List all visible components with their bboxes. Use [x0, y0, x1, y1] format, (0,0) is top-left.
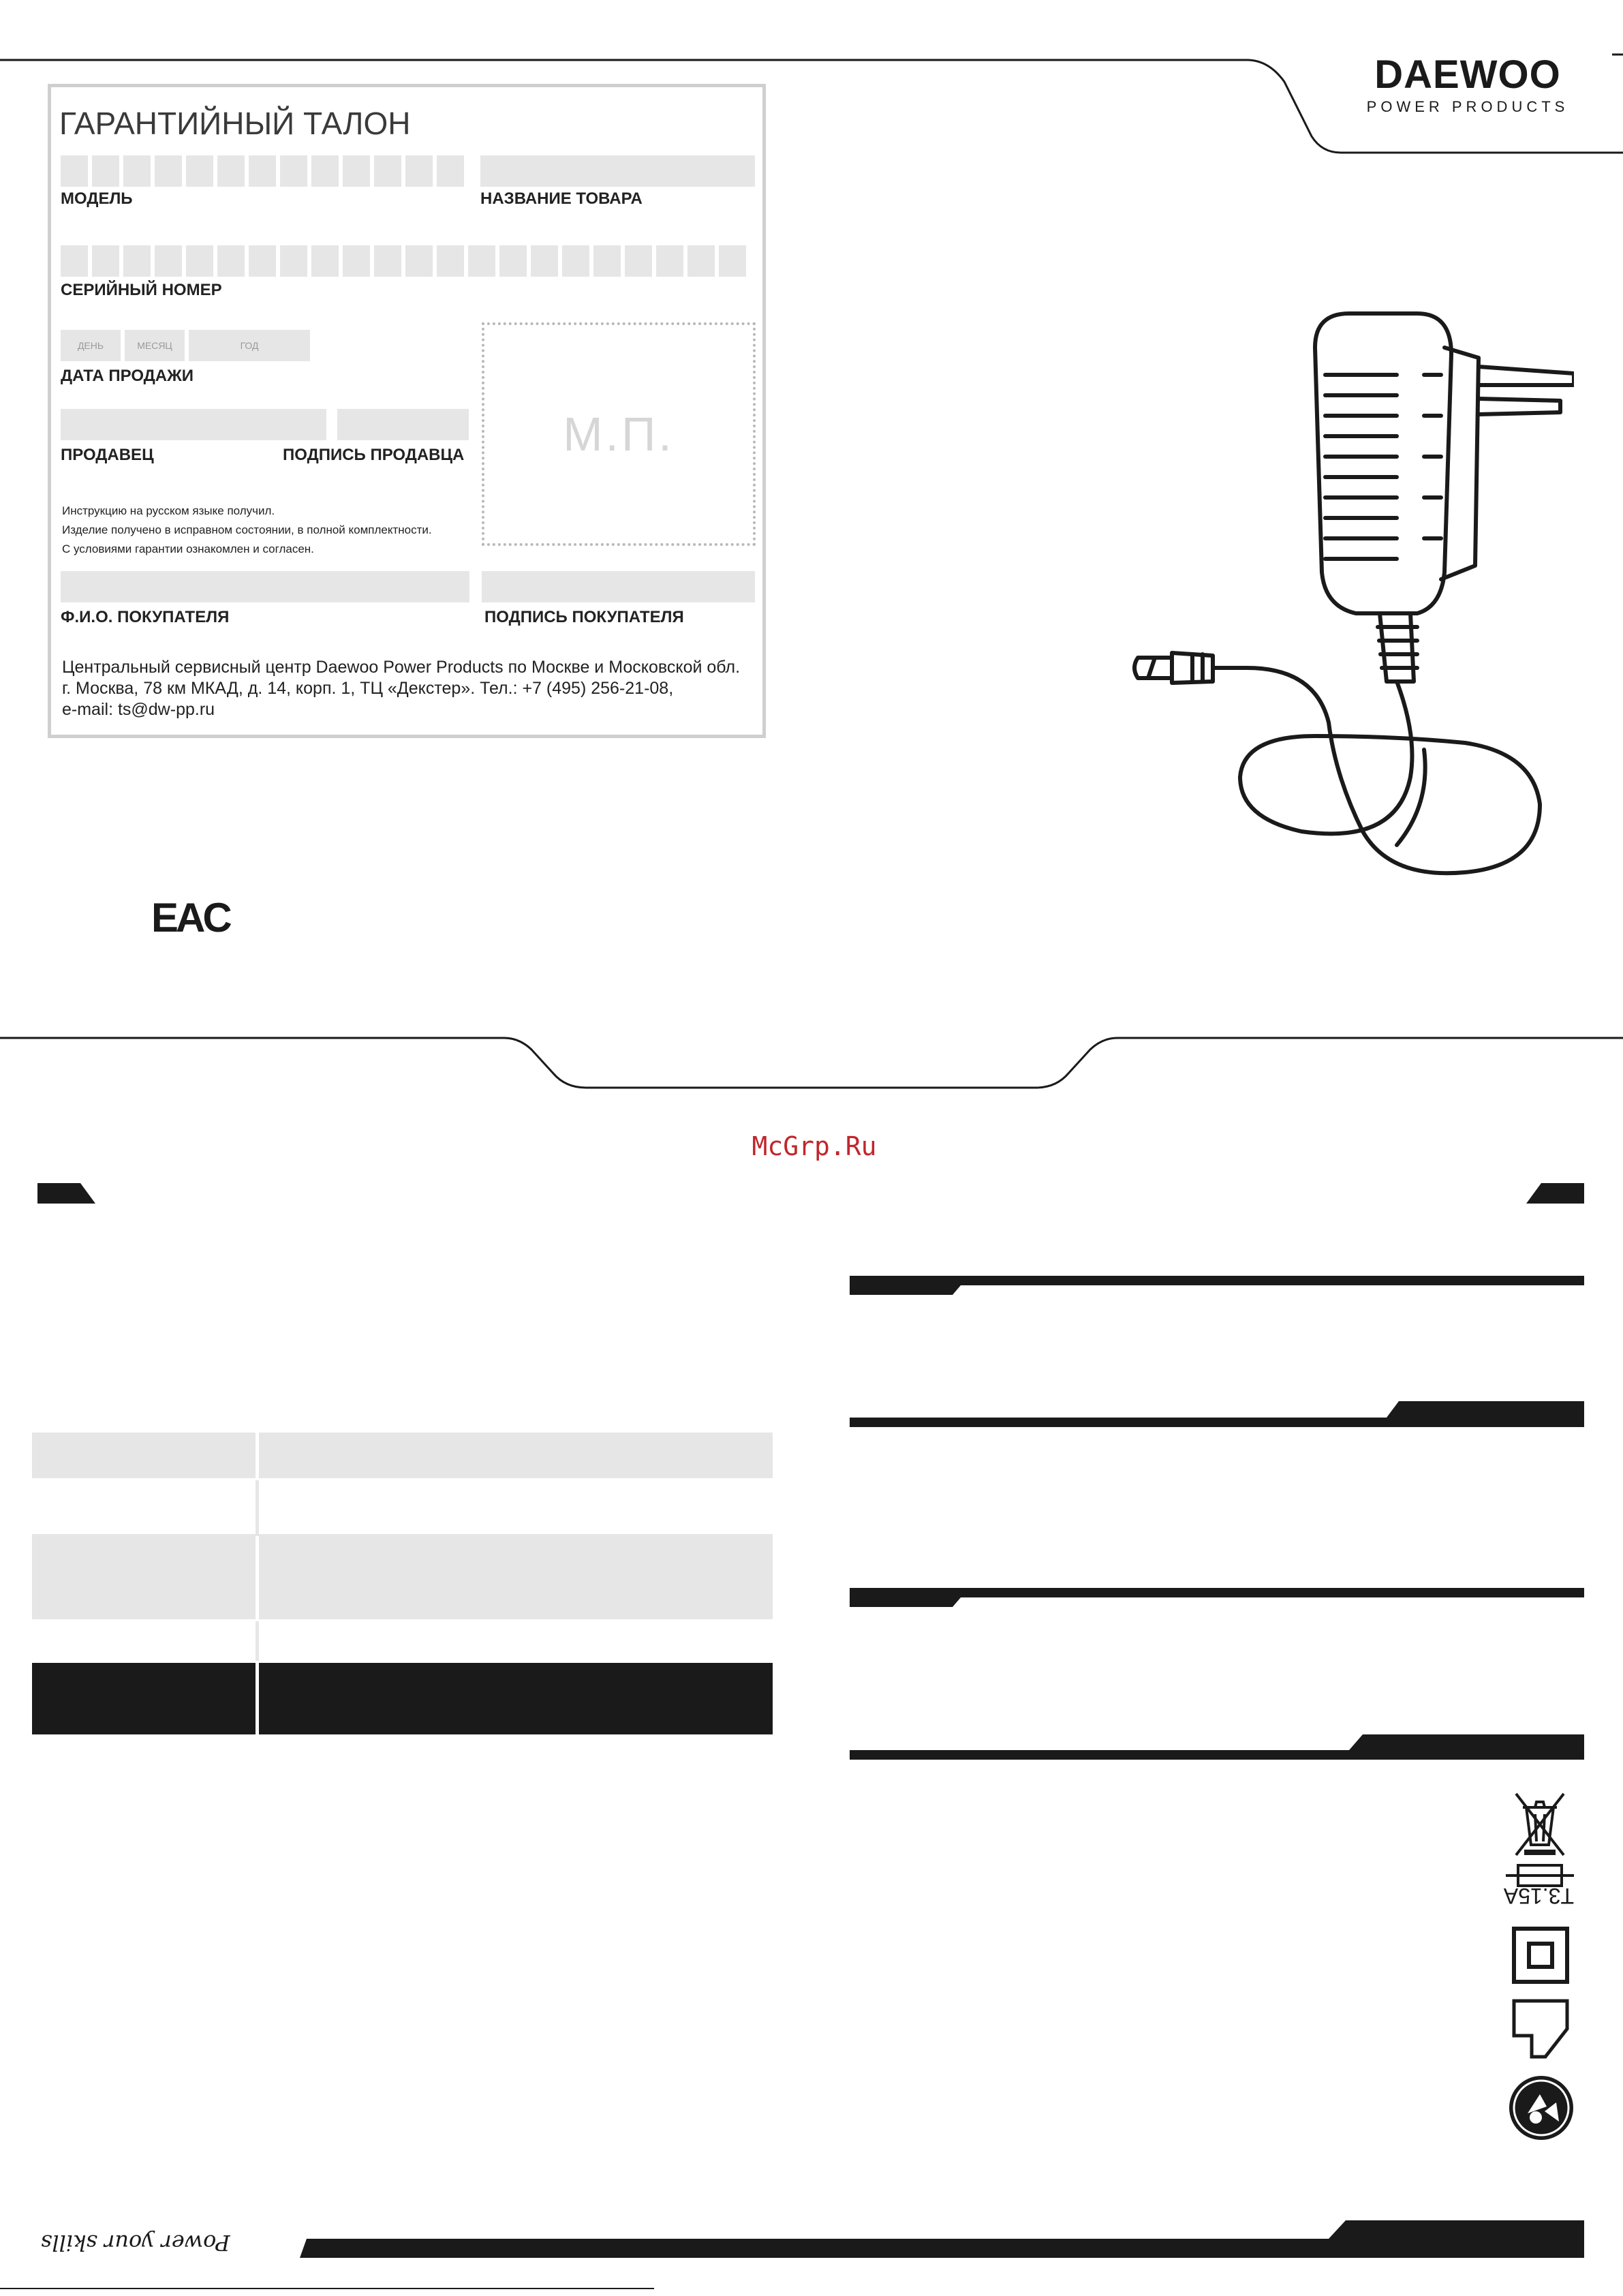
service-line: г. Москва, 78 км МКАД, д. 14, корп. 1, ТЦ «Декстер». Тел.: +7 (495) 256-21-08, [62, 679, 674, 698]
seller-signature-label: ПОДПИСЬ ПРОДАВЦА [283, 446, 465, 464]
table-row [32, 1536, 773, 1621]
brand-logo: DAEWOO [1374, 52, 1561, 97]
buyer-name-input[interactable] [61, 571, 469, 602]
buyer-notice [62, 502, 432, 559]
model-label: МОДЕЛЬ [61, 189, 133, 208]
indoor-use-icon [1511, 1998, 1570, 2060]
specs-table [32, 1433, 773, 1736]
day-hint: ДЕНЬ [77, 340, 104, 351]
safety-transformer-icon [1507, 2074, 1575, 2142]
month-hint: МЕСЯЦ [137, 340, 172, 351]
product-name-label: НАЗВАНИЕ ТОВАРА [480, 189, 643, 208]
stamp-area [482, 322, 756, 546]
stamp-placeholder: М.П. [563, 408, 675, 461]
weee-crossed-bin-icon [1509, 1787, 1571, 1858]
notice-line: Изделие получено в исправном состоянии, в полной комплектности. [62, 523, 432, 536]
double-insulation-icon [1511, 1926, 1570, 1985]
seller-signature-input[interactable] [337, 409, 469, 440]
service-line: Центральный сервисный центр Daewoo Power Products по Москве и Московской обл. [62, 658, 741, 677]
service-email[interactable]: e-mail: ts@dw-pp.ru [62, 700, 215, 719]
table-row [32, 1433, 773, 1480]
brand-tagline: POWER PRODUCTS [1366, 98, 1569, 115]
sale-date-label: ДАТА ПРОДАЖИ [61, 367, 194, 385]
table-row [32, 1621, 773, 1663]
warranty-card [48, 84, 766, 738]
table-row [32, 1480, 773, 1536]
service-center-info [62, 657, 740, 720]
sale-year-input[interactable] [189, 330, 310, 361]
serial-number-input[interactable] [61, 245, 746, 277]
power-adapter-illustration [1015, 300, 1574, 927]
sale-day-input[interactable] [61, 330, 121, 361]
brand-slogan: Power your skills [41, 2230, 230, 2256]
watermark[interactable]: McGrp.Ru [752, 1131, 877, 1161]
notice-line: Инструкцию на русском языке получил. [62, 504, 275, 517]
eac-certification-mark: EAC [151, 895, 230, 940]
fuse-rating: T3.15A [1503, 1884, 1574, 1908]
seller-input[interactable] [61, 409, 326, 440]
seller-label: ПРОДАВЕЦ [61, 446, 154, 464]
year-hint: ГОД [240, 340, 259, 351]
model-input[interactable] [61, 155, 464, 187]
notice-line: С условиями гарантии ознакомлен и согласен. [62, 542, 314, 555]
buyer-signature-label: ПОДПИСЬ ПОКУПАТЕЛЯ [484, 608, 684, 626]
sale-month-input[interactable] [125, 330, 185, 361]
product-name-input[interactable] [480, 155, 755, 187]
serial-number-label: СЕРИЙНЫЙ НОМЕР [61, 281, 222, 299]
card-title: ГАРАНТИЙНЫЙ ТАЛОН [59, 106, 411, 141]
buyer-name-label: Ф.И.О. ПОКУПАТЕЛЯ [61, 608, 230, 626]
buyer-signature-input[interactable] [482, 571, 755, 602]
table-row [32, 1663, 773, 1736]
